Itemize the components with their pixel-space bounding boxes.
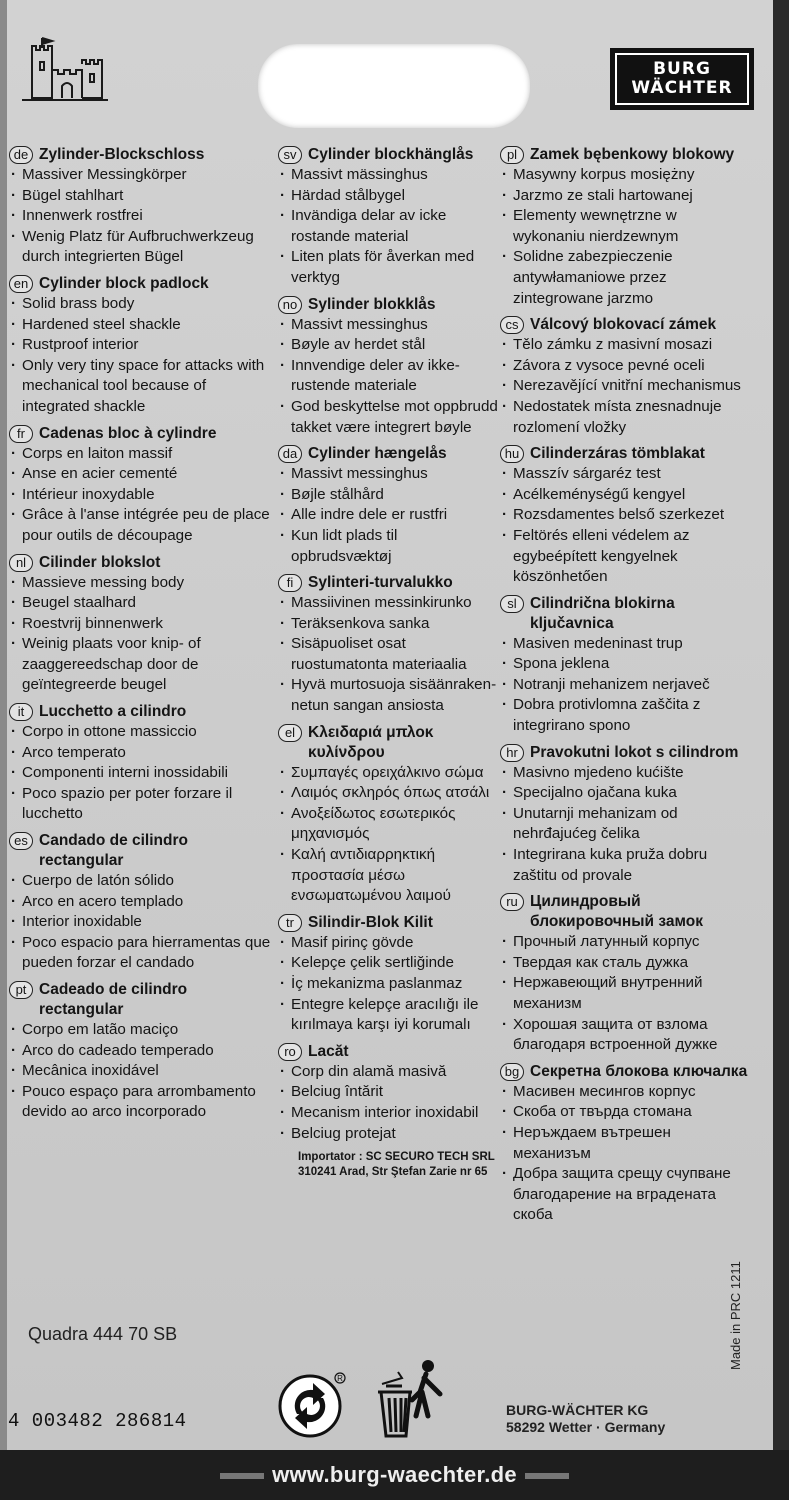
feature-item: · Pouco espaço para arrombamento devido ao arco incorporado <box>9 1082 271 1123</box>
feature-item: · Feltörés elleni védelem az egybeépített kengyelnek köszönhetően <box>500 526 750 588</box>
lang-section-tr <box>278 913 500 1036</box>
lang-section-heading <box>500 1062 750 1082</box>
feature-item: · Solid brass body <box>9 294 271 315</box>
language-code-badge: no <box>278 296 302 314</box>
lang-section-da <box>278 444 500 567</box>
feature-item: · Integrirana kuka pruža dobru zaštitu od provale <box>500 845 750 886</box>
language-code-badge: nl <box>9 554 33 572</box>
feature-item: · İç mekanizma paslanmaz <box>278 974 500 995</box>
lang-section-heading <box>278 913 500 933</box>
feature-item: · Hyvä murtosuoja sisäänraken-netun sangan ansiosta <box>278 675 500 716</box>
feature-item: · Bøyle av herdet stål <box>278 335 500 356</box>
lang-section-heading <box>500 444 750 464</box>
feature-item: · Cuerpo de latón sólido <box>9 871 271 892</box>
lang-section-title: Cylinder blockhänglås <box>308 146 474 163</box>
feature-list <box>9 722 271 825</box>
hang-hole <box>258 44 530 128</box>
feature-item: · Grâce à l'anse intégrée peu de place pour outils de découpage <box>9 505 271 546</box>
lang-section-nl <box>9 553 271 697</box>
feature-list <box>500 634 750 737</box>
feature-item: · Belciug întărit <box>278 1082 500 1103</box>
lang-section-fi <box>278 573 500 717</box>
feature-list <box>278 933 500 1036</box>
feature-item: · Mecânica inoxidável <box>9 1061 271 1082</box>
feature-item: · Masiven medeninast trup <box>500 634 750 655</box>
feature-item: · Beugel staalhard <box>9 593 271 614</box>
lang-section-heading <box>500 892 750 932</box>
feature-item: · Nedostatek místa znesnadnuje rozlomení vložky <box>500 397 750 438</box>
lang-section-de <box>9 145 271 268</box>
feature-list <box>9 573 271 697</box>
castle-icon <box>18 34 110 104</box>
feature-item: · Specijalno ojačana kuka <box>500 783 750 804</box>
lang-section-it <box>9 702 271 825</box>
lang-section-bg <box>500 1062 750 1226</box>
feature-item: · Poco espacio para hierramentas que pueden forzar el candado <box>9 933 271 974</box>
feature-item: · Massivt mässinghus <box>278 165 500 186</box>
lang-section-title: Cadenas bloc à cylindre <box>39 424 217 442</box>
feature-item: · Masif pirinç gövde <box>278 933 500 954</box>
footer-website <box>0 1450 789 1500</box>
feature-item: · God beskyttelse mot oppbrudd takket være integrert bøyle <box>278 397 500 438</box>
feature-item: · Καλή αντιδιαρρηκτική προστασία μέσω ενσωματωμένου λαιμού <box>278 845 500 907</box>
feature-item: · Spona jeklena <box>500 654 750 675</box>
feature-item: · Poco spazio per poter forzare il lucchetto <box>9 784 271 825</box>
feature-list <box>9 444 271 547</box>
lang-section-heading <box>9 274 271 294</box>
language-code-badge: pt <box>9 981 33 999</box>
lang-section-heading <box>9 424 271 444</box>
importer-line: Importator : SC SECURO TECH SRL <box>298 1151 495 1164</box>
lang-section-title: Секретна блокова ключалка <box>530 1062 748 1080</box>
feature-item: · Bøjle stålhård <box>278 485 500 506</box>
feature-list <box>500 1082 750 1226</box>
feature-item: · Arco en acero templado <box>9 892 271 913</box>
feature-item: · Добра защита срещу счупване благодарение на вградената скоба <box>500 1164 750 1226</box>
lang-section-heading <box>278 1042 500 1062</box>
lang-section-title: Zylinder-Blockschloss <box>39 146 205 163</box>
lang-section-pl <box>500 145 750 309</box>
feature-item: · Bügel stahlhart <box>9 186 271 207</box>
feature-item: · Massivt messinghus <box>278 464 500 485</box>
feature-list <box>500 464 750 588</box>
lang-section-title: Silindir-Blok Kilit <box>308 913 433 931</box>
lang-section-title: Cilinder blokslot <box>39 553 161 571</box>
feature-item: · Масивен месингов корпус <box>500 1082 750 1103</box>
language-code-badge: en <box>9 275 33 293</box>
language-code-badge: it <box>9 703 33 721</box>
feature-item: · Masivno mjedeno kućište <box>500 763 750 784</box>
feature-list <box>500 335 750 438</box>
lang-section-title: Cilinderzáras tömblakat <box>530 445 705 463</box>
lang-section-title: Κλειδαριά μπλοκ κυλίνδρου <box>308 723 434 761</box>
feature-item: · Λαιμός σκληρός όπως ατσάλι <box>278 783 500 804</box>
footer-dash-right <box>525 1473 569 1479</box>
feature-item: · Хорошая защита от взлома благодаря встроенной дужке <box>500 1015 750 1056</box>
feature-item: · Corp din alamă masivă <box>278 1062 500 1083</box>
lang-section-sl <box>500 594 750 737</box>
feature-list <box>500 165 750 309</box>
lang-section-en <box>9 274 271 418</box>
lang-section-heading <box>500 594 750 634</box>
lang-section-heading <box>9 831 271 871</box>
language-code-badge: sl <box>500 595 524 613</box>
language-code-badge: tr <box>278 914 302 932</box>
feature-item: · Acélkeménységű kengyel <box>500 485 750 506</box>
language-code-badge: fr <box>9 425 33 443</box>
feature-item: · Belciug protejat <box>278 1124 500 1145</box>
language-code-badge: pl <box>500 146 524 164</box>
feature-item: · Elementy wewnętrzne w wykonaniu nierdzewnym <box>500 206 750 247</box>
feature-list <box>278 165 500 289</box>
feature-item: · Solidne zabezpieczenie antywłamaniowe przez zintegrowane jarzmo <box>500 247 750 309</box>
feature-item: · Rozsdamentes belső szerkezet <box>500 505 750 526</box>
feature-item: · Nerezavějící vnitřní mechanismus <box>500 376 750 397</box>
feature-item: · Kelepçe çelik sertliğinde <box>278 953 500 974</box>
feature-list <box>9 871 271 974</box>
logo-line-1: BURG <box>653 59 711 79</box>
feature-list <box>9 294 271 418</box>
lang-section-heading <box>278 723 500 763</box>
feature-item: · Roestvrij binnenwerk <box>9 614 271 635</box>
lang-section-title: Válcový blokovací zámek <box>530 316 717 334</box>
made-in-label: Made in PRC 1211 <box>728 1261 743 1370</box>
feature-list <box>500 932 750 1056</box>
lang-section-title: Цилиндровый блокировочный замок <box>530 893 703 931</box>
feature-list <box>278 315 500 439</box>
lang-section-no <box>278 295 500 439</box>
feature-item: · Sisäpuoliset osat ruostumatonta materiaalia <box>278 634 500 675</box>
lang-section-heading <box>500 315 750 335</box>
feature-item: · Tělo zámku z masivní mosazi <box>500 335 750 356</box>
feature-item: · Teräksenkova sanka <box>278 614 500 635</box>
feature-item: · Arco temperato <box>9 743 271 764</box>
feature-item: · Interior inoxidable <box>9 912 271 933</box>
feature-item: · Innenwerk rostfrei <box>9 206 271 227</box>
feature-item: · Неръждаем вътрешен механизъм <box>500 1123 750 1164</box>
feature-item: · Твердая как сталь дужка <box>500 953 750 974</box>
company-city: 58292 Wetter · Germany <box>506 1419 666 1435</box>
card-edge-right <box>773 0 789 1450</box>
lang-section-heading <box>9 553 271 573</box>
lang-section-fr <box>9 424 271 547</box>
feature-item: · Mecanism interior inoxidabil <box>278 1103 500 1124</box>
crossed-bin-icon <box>372 1358 448 1440</box>
logo-line-2: WÄCHTER <box>631 78 733 98</box>
feature-item: · Závora z vysoce pevné oceli <box>500 356 750 377</box>
feature-item: · Corpo in ottone massiccio <box>9 722 271 743</box>
feature-item: · Notranji mehanizem nerjaveč <box>500 675 750 696</box>
feature-item: · Arco do cadeado temperado <box>9 1041 271 1062</box>
feature-item: · Anse en acier cementé <box>9 464 271 485</box>
feature-item: · Innvendige deler av ikke-rustende materiale <box>278 356 500 397</box>
lang-section-heading <box>278 145 500 165</box>
feature-list <box>9 165 271 268</box>
feature-item: · Only very tiny space for attacks with mechanical tool because of integrated shackle <box>9 356 271 418</box>
language-code-badge: cs <box>500 316 524 334</box>
feature-item: · Corpo em latão maciço <box>9 1020 271 1041</box>
language-code-badge: ru <box>500 893 524 911</box>
feature-item: · Entegre kelepçe aracılığı ile kırılmaya karşı iyi korumalı <box>278 995 500 1036</box>
lang-section-heading <box>278 444 500 464</box>
language-code-badge: es <box>9 832 33 850</box>
text-column-2 <box>278 145 500 1180</box>
feature-list <box>278 593 500 717</box>
language-code-badge: da <box>278 445 302 463</box>
lang-section-sv <box>278 145 500 289</box>
language-code-badge: bg <box>500 1063 524 1081</box>
lang-section-title: Lucchetto a cilindro <box>39 703 187 721</box>
lang-section-heading <box>9 702 271 722</box>
lang-section-heading <box>500 145 750 165</box>
feature-item: · Massieve messing body <box>9 573 271 594</box>
language-code-badge: de <box>9 146 33 164</box>
lang-section-title: Pravokutni lokot s cilindrom <box>530 743 739 761</box>
language-code-badge: hr <box>500 744 524 762</box>
website-url: www.burg-waechter.de <box>272 1462 517 1487</box>
feature-item: · Hardened steel shackle <box>9 315 271 336</box>
feature-item: · Masszív sárgaréz test <box>500 464 750 485</box>
lang-section-es <box>9 831 271 974</box>
feature-item: · Massiivinen messinkirunko <box>278 593 500 614</box>
feature-item: · Нержавеющий внутренний механизм <box>500 973 750 1014</box>
text-column-3 <box>500 145 750 1232</box>
importer-address: 310241 Arad, Str Ştefan Zarie nr 65 <box>298 1166 488 1179</box>
lang-section-title: Cilindrična blokirna ključavnica <box>530 594 675 632</box>
lang-section-heading <box>9 145 271 165</box>
feature-item: · Massivt messinghus <box>278 315 500 336</box>
lang-section-title: Cylinder hængelås <box>308 445 447 463</box>
lang-section-title: Sylinteri-turvalukko <box>308 574 453 592</box>
card-edge-left <box>0 0 7 1450</box>
feature-item: · Скоба от твърда стомана <box>500 1102 750 1123</box>
feature-item: · Dobra protivlomna zaščita z integrirano spono <box>500 695 750 736</box>
lang-section-title: Cadeado de cilindro rectangular <box>39 981 188 1018</box>
feature-item: · Componenti interni inossidabili <box>9 763 271 784</box>
feature-item: · Wenig Platz für Aufbruchwerkzeug durch integrierten Bügel <box>9 227 271 268</box>
company-address <box>506 1402 665 1436</box>
feature-item: · Härdad stålbygel <box>278 186 500 207</box>
lang-section-hr <box>500 743 750 887</box>
language-code-badge: hu <box>500 445 524 463</box>
lang-section-title: Cylinder block padlock <box>39 274 209 292</box>
company-name: BURG-WÄCHTER KG <box>506 1402 649 1418</box>
feature-item: · Jarzmo ze stali hartowanej <box>500 186 750 207</box>
feature-list <box>9 1020 271 1123</box>
lang-section-title: Sylinder blokklås <box>308 295 436 313</box>
lang-section-ro <box>278 1042 500 1144</box>
lang-section-el <box>278 723 500 907</box>
feature-item: · Прочный латунный корпус <box>500 932 750 953</box>
lang-section-hu <box>500 444 750 588</box>
text-column-1 <box>9 145 271 1129</box>
lang-section-heading <box>9 980 271 1020</box>
recycle-green-dot-icon <box>277 1370 347 1440</box>
lang-section-cs <box>500 315 750 438</box>
language-code-badge: ro <box>278 1043 302 1061</box>
feature-list <box>278 464 500 567</box>
lang-section-pt <box>9 980 271 1123</box>
feature-item: · Corps en laiton massif <box>9 444 271 465</box>
svg-text:R: R <box>337 1374 343 1383</box>
lang-section-heading <box>278 573 500 593</box>
feature-list <box>500 763 750 887</box>
language-code-badge: sv <box>278 146 302 164</box>
barcode-number: 4 003482 286814 <box>8 1410 187 1432</box>
feature-item: · Liten plats för åverkan med verktyg <box>278 247 500 288</box>
lang-section-title: Lacăt <box>308 1042 349 1060</box>
feature-item: · Masywny korpus mosiężny <box>500 165 750 186</box>
model-number: Quadra 444 70 SB <box>28 1324 178 1344</box>
language-code-badge: el <box>278 724 302 742</box>
feature-item: · Unutarnji mehanizam od nehrđajućeg čelika <box>500 804 750 845</box>
feature-item: · Συμπαγές ορειχάλκινο σώμα <box>278 763 500 784</box>
lang-section-heading <box>500 743 750 763</box>
feature-list <box>278 763 500 907</box>
language-code-badge: fi <box>278 574 302 592</box>
feature-item: · Rustproof interior <box>9 335 271 356</box>
lang-section-title: Zamek bębenkowy blokowy <box>530 146 735 163</box>
burg-waechter-logo <box>610 48 754 110</box>
feature-list <box>278 1062 500 1144</box>
lang-section-ru <box>500 892 750 1056</box>
feature-item: · Weinig plaats voor knip- of zaaggereedschap door de geïntegreerde beugel <box>9 634 271 696</box>
feature-item: · Invändiga delar av icke rostande material <box>278 206 500 247</box>
feature-item: · Ανοξείδωτος εσωτερικός μηχανισμός <box>278 804 500 845</box>
footer-dash-left <box>220 1473 264 1479</box>
feature-item: · Alle indre dele er rustfri <box>278 505 500 526</box>
importer-info <box>278 1150 500 1180</box>
lang-section-heading <box>278 295 500 315</box>
feature-item: · Kun lidt plads til opbrudsvæktøj <box>278 526 500 567</box>
feature-item: · Massiver Messingkörper <box>9 165 271 186</box>
lang-section-title: Candado de cilindro rectangular <box>39 832 188 870</box>
feature-item: · Intérieur inoxydable <box>9 485 271 506</box>
